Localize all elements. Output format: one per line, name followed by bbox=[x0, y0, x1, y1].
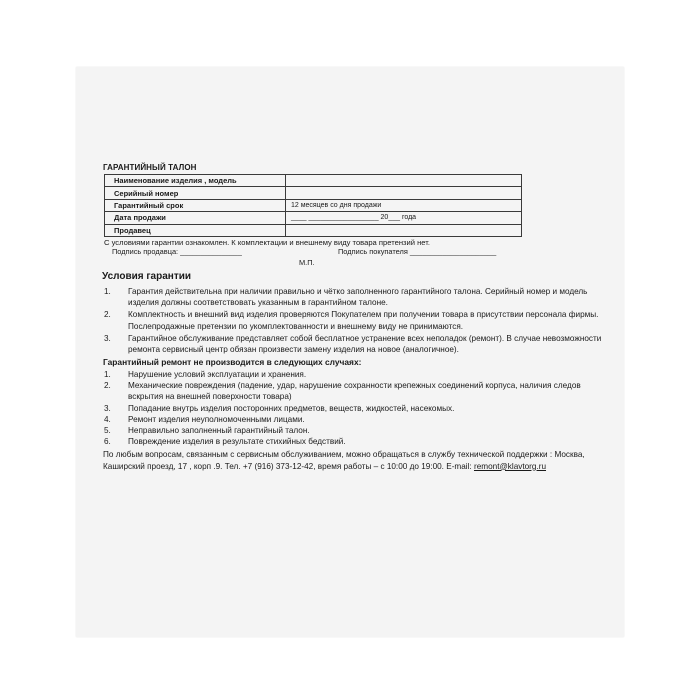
item-number: 5. bbox=[104, 426, 111, 436]
row-value-seller bbox=[286, 224, 522, 236]
item-number: 2. bbox=[104, 310, 111, 320]
exclusions-list bbox=[102, 370, 602, 448]
row-label-seller: Продавец bbox=[105, 224, 286, 236]
row-label-model: Наименование изделия , модель bbox=[105, 175, 286, 187]
row-label-sale-date: Дата продажи bbox=[105, 212, 286, 224]
item-number: 3. bbox=[104, 333, 111, 343]
item-text: Нарушение условий эксплуатации и хранения. bbox=[128, 370, 307, 380]
item-number: 1. bbox=[104, 286, 111, 296]
item-number: 1. bbox=[104, 370, 111, 380]
item-text: Попадание внутрь изделия посторонних предметов, веществ, жидкостей, насекомых. bbox=[128, 403, 455, 413]
signature-row bbox=[102, 247, 602, 257]
list-item bbox=[102, 286, 602, 308]
list-item bbox=[102, 426, 602, 437]
row-value-sale-date: ____ __________________ 20___ года bbox=[286, 212, 522, 224]
list-item bbox=[102, 415, 602, 426]
item-number: 6. bbox=[104, 437, 111, 447]
row-value-warranty-period: 12 месяцев со дня продажи bbox=[286, 199, 522, 211]
conditions-title: Условия гарантии bbox=[102, 270, 192, 282]
item-number: 2. bbox=[104, 381, 111, 391]
conditions-list bbox=[102, 286, 602, 355]
list-item bbox=[102, 370, 602, 381]
item-number: 4. bbox=[104, 414, 111, 424]
seller-signature: Подпись продавца: _______________ bbox=[112, 246, 242, 256]
agreement-text: С условиями гарантии ознакомлен. К комплектации и внешнему виду товара претензий нет. bbox=[104, 237, 430, 247]
item-text: Неправильно заполненный гарантийный талон. bbox=[128, 426, 310, 436]
row-value-model bbox=[286, 175, 522, 187]
item-text: Гарантийное обслуживание представляет собой бесплатное устранение всех неполадок (ремонт). В случае невозможности ремонта сервисный центр обязан произвести замену изделия на новое (аналогичное). bbox=[128, 333, 602, 354]
contact-text: По любым вопросам, связанным с сервисным обслуживанием, можно обращаться в службу технической поддержки : Москва, Каширский проезд, 17 , корп .9. Тел. +7 (916) 373-12-42, время работы – с 10:00 до 19:00. E-mail: bbox=[103, 450, 585, 471]
contact-info bbox=[103, 449, 602, 472]
row-label-warranty-period: Гарантийный срок bbox=[105, 199, 286, 211]
item-text: Гарантия действительна при наличии правильно и чётко заполненного гарантийного талона. Серийный номер и модель изделия должны соответствовать указанным в гарантийном талоне. bbox=[128, 286, 588, 308]
contact-email: remont@klavtorg.ru bbox=[473, 461, 547, 471]
item-number: 3. bbox=[104, 403, 111, 413]
list-item bbox=[102, 404, 602, 415]
table-row bbox=[105, 212, 522, 224]
item-text: Комплектность и внешний вид изделия проверяются Покупателем при получении товара в присутствии персонала фирмы. Послепродажные претензии по укомплектованности и внешнему виду не принимаются. bbox=[128, 310, 599, 331]
item-text: Ремонт изделия неуполномоченными лицами. bbox=[128, 414, 305, 424]
table-row bbox=[105, 199, 522, 211]
list-item bbox=[102, 437, 602, 448]
exclusions-title: Гарантийный ремонт не производится в следующих случаях: bbox=[103, 357, 362, 368]
document-content bbox=[102, 163, 602, 472]
list-item bbox=[102, 381, 602, 403]
warranty-table bbox=[104, 174, 522, 237]
row-label-serial: Серийный номер bbox=[105, 187, 286, 199]
row-value-serial bbox=[286, 187, 522, 199]
document-title: ГАРАНТИЙНЫЙ ТАЛОН bbox=[103, 163, 197, 172]
stamp-place: М.П. bbox=[299, 257, 315, 267]
list-item bbox=[102, 309, 602, 331]
item-text: Повреждение изделия в результате стихийных бедствий. bbox=[128, 437, 346, 447]
table-row bbox=[105, 175, 522, 187]
table-row bbox=[105, 224, 522, 236]
list-item bbox=[102, 333, 602, 355]
table-row bbox=[105, 187, 522, 199]
item-text: Механические повреждения (падение, удар, нарушение сохранности крепежных соединений корпуса, наличия следов вскрытия на внешней поверхности товара) bbox=[128, 381, 581, 402]
warranty-sheet bbox=[76, 67, 624, 637]
buyer-signature: Подпись покупателя _____________________ bbox=[338, 246, 497, 256]
